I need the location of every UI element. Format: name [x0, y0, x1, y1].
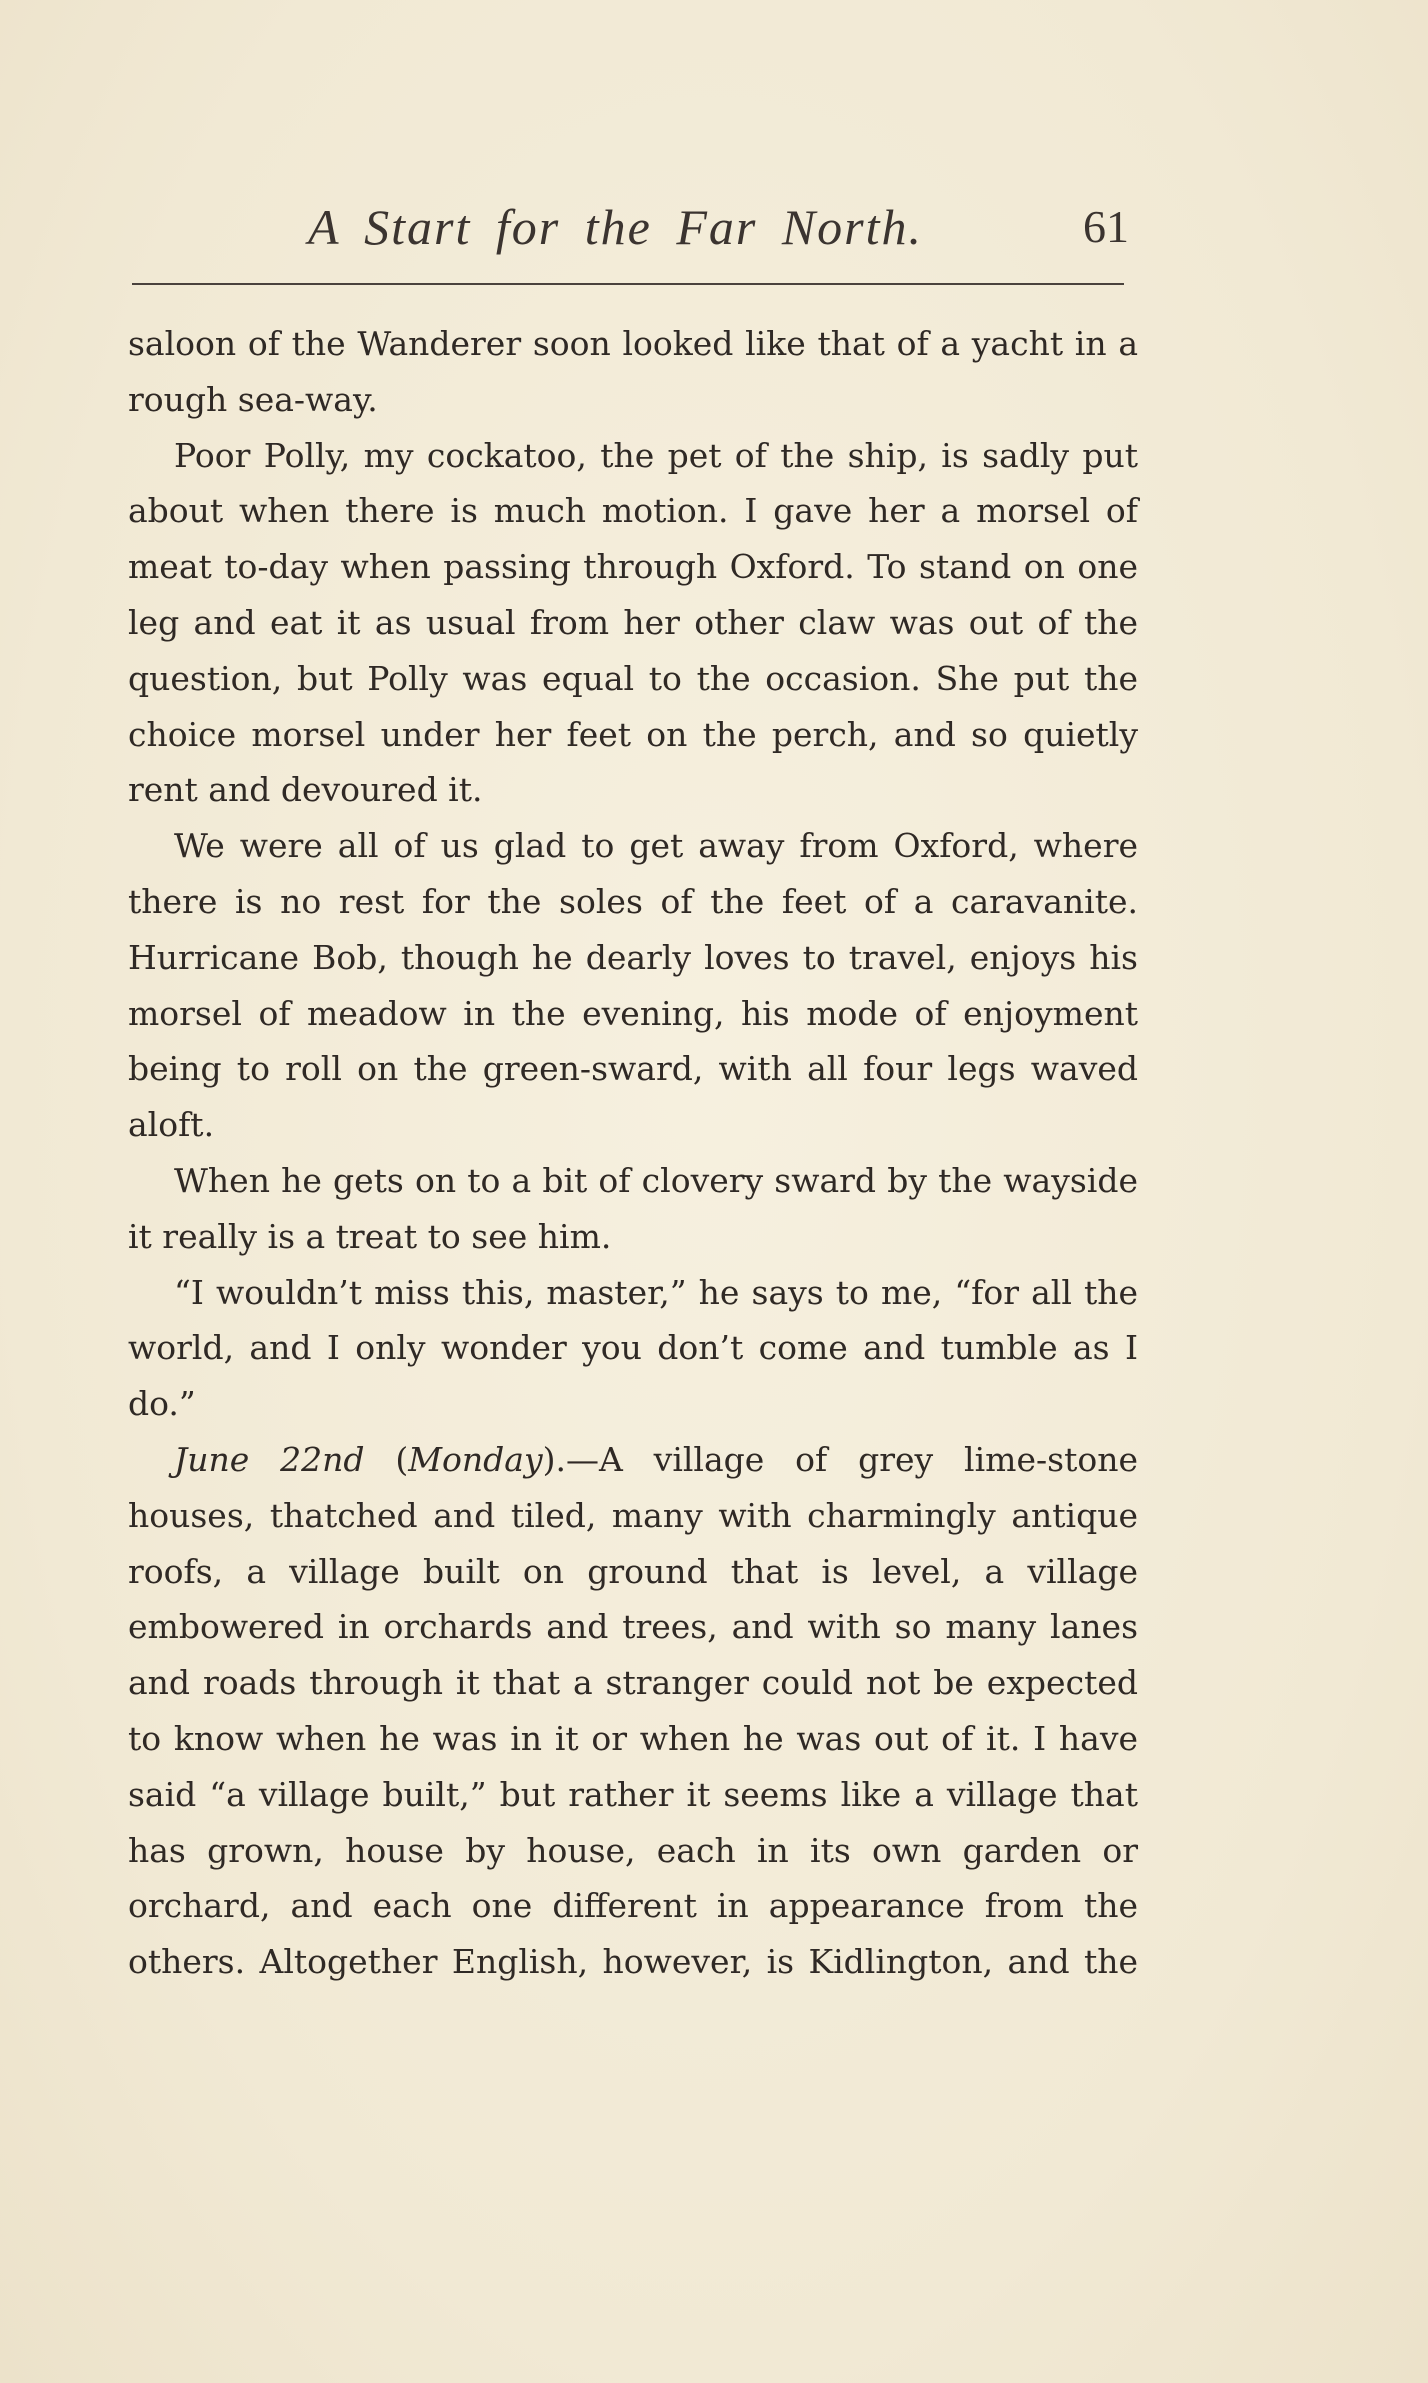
paragraph-1: saloon of the Wanderer soon looked like that of a yacht in a rough sea-way.	[128, 324, 1138, 419]
paragraph-2: Poor Polly, my cockatoo, the pet of the ship, is sadly put about when there is much motion. I gave her a morsel of meat to-day when passing through Oxford. To stand on one leg and eat it as usual from her other claw was out of the question, but Polly was equal to the occasion. She put the choice morsel under her feet on the perch, and so quietly rent and devoured it.	[128, 435, 1138, 810]
diary-date: June 22nd	[174, 1439, 365, 1479]
paragraph-4: When he gets on to a bit of clovery sward by the wayside it really is a treat to see him.	[128, 1160, 1138, 1256]
date-open-paren: (	[364, 1439, 409, 1479]
page-number: 61	[1083, 201, 1129, 252]
diary-day: Monday	[408, 1439, 543, 1479]
running-title: A Start for the Far North.	[308, 199, 924, 255]
date-close-paren: ).	[542, 1439, 566, 1479]
body-text	[128, 316, 1138, 1990]
paragraph-6-text: —A village of grey lime-stone houses, thatched and tiled, many with charmingly antique roofs, a village built on ground that is level, a village embowered in orchards and trees, and with so many lanes and roads through it that a stranger could not be expected to know when he was in it or when he was out of it. I have said “a village built,” but rather it seems like a village that has grown, house by house, each in its own garden or orchard, and each one different in appearance from the others. Altogether English, however, is Kidlington, and the	[128, 1439, 1138, 1982]
paragraph-6	[128, 1432, 1138, 1990]
paragraph-3: We were all of us glad to get away from Oxford, where there is no rest for the soles of the feet of a caravanite. Hurricane Bob, though he dearly loves to travel, enjoys his morsel of meadow in the evening, his mode of enjoyment being to roll on the green-sward, with all four legs waved aloft.	[128, 826, 1138, 1145]
header-rule	[132, 283, 1124, 285]
paragraph-5: “I wouldn’t miss this, master,” he says to me, “for all the world, and I only wonder you don’t come and tumble as I do.”	[128, 1272, 1138, 1424]
running-header	[128, 198, 1128, 270]
